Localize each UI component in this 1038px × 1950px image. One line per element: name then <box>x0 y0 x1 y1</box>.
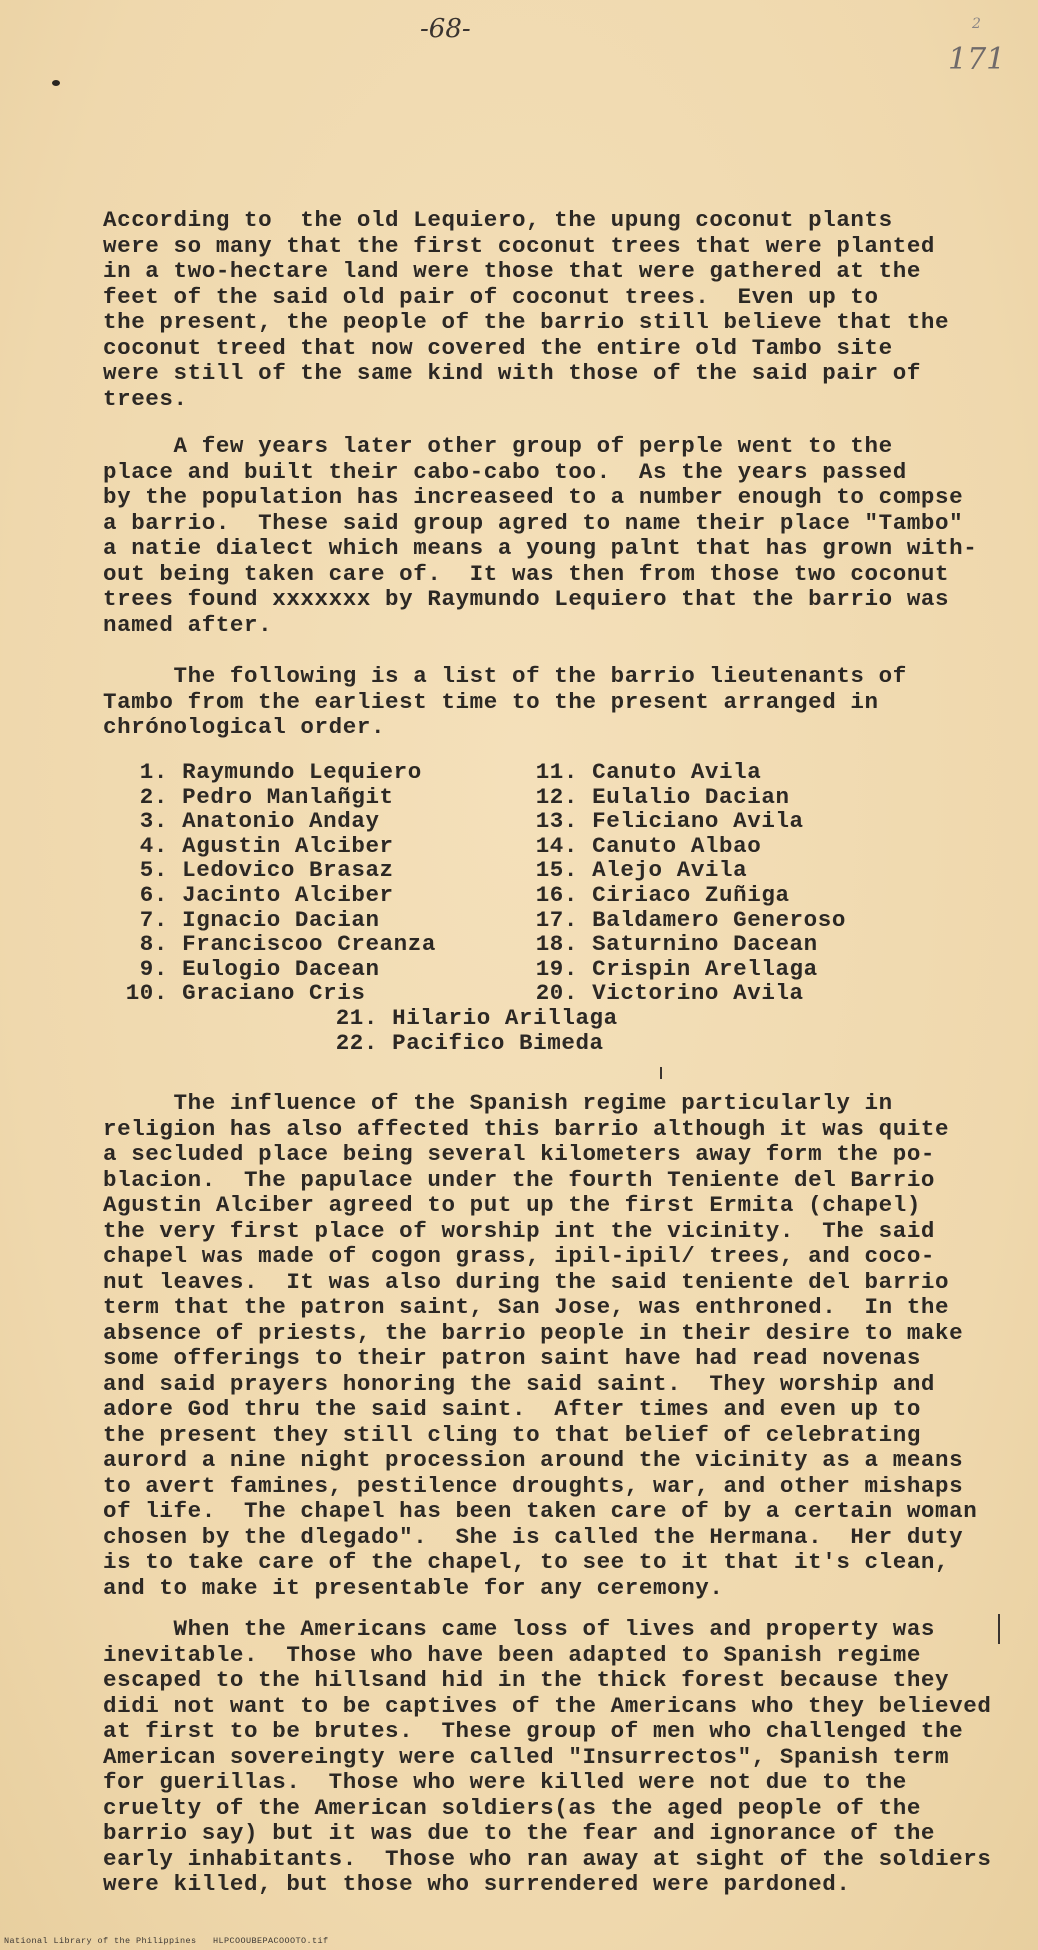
lieutenant-name: Feliciano Avila <box>592 808 804 835</box>
lieutenant-number: 8. <box>139 931 168 958</box>
lieutenant-name: Anatonio Anday <box>182 808 380 835</box>
lieutenant-name: Baldamero Generoso <box>592 906 846 933</box>
lieutenant-entry <box>124 932 436 958</box>
lieutenant-number: 19. <box>535 955 578 982</box>
lieutenant-name: Agustin Alciber <box>182 832 394 859</box>
lieutenant-entry <box>124 981 365 1007</box>
lieutenant-entry <box>534 883 790 909</box>
lieutenant-name: Eulogio Dacean <box>182 955 380 982</box>
lieutenant-entry <box>124 858 394 884</box>
lieutenant-entry <box>124 809 380 835</box>
lieutenant-entry <box>534 809 804 835</box>
lieutenant-entry <box>334 1006 618 1032</box>
lieutenant-number: 7. <box>139 906 168 933</box>
lieutenant-entry <box>534 908 846 934</box>
lieutenant-entry <box>124 834 394 860</box>
lieutenant-entry <box>124 760 422 786</box>
lieutenant-entry <box>124 883 394 909</box>
lieutenant-number: 14. <box>535 832 578 859</box>
paragraph-spanish-influence: The influence of the Spanish regime particularly in religion has also affected this barrio although it was quite a secluded place being several kilometers away form the po- blacion. The papulace under the fourth Teniente del Barrio Agustin Alciber agreed to put up the first Ermita (chapel) the very first place of worship int the vicinity. The said chapel was made of cogon grass, ipil-ipil/ trees, and coco- nut leaves. It was also during the said teniente del barrio term that the patron saint, San Jose, was enthroned. In the absence of priests, the barrio people in their desire to make some offerings to their patron saint have had read novenas and said prayers honoring the said saint. They worship and adore God thru the said saint. After times and even up to the present they still cling to that belief of celebrating aurord a nine night procession around the vicinity as a means to avert famines, pestilence droughts, war, and other mishaps of life. The chapel has been taken care of by a certain woman chosen by the dlegado". She is called the Hermana. Her duty is to take care of the chapel, to see to it that it's clean, and to make it presentable for any ceremony. <box>103 1090 978 1601</box>
lieutenant-name: Eulalio Dacian <box>592 783 790 810</box>
margin-mark <box>998 1614 1000 1644</box>
lieutenant-name: Graciano Cris <box>182 980 366 1007</box>
lieutenant-entry <box>534 785 790 811</box>
lieutenant-name: Canuto Avila <box>592 759 762 785</box>
lieutenant-entry <box>534 858 747 884</box>
lieutenant-name: Hilario Arillaga <box>392 1005 618 1031</box>
lieutenant-number: 11. <box>535 759 578 785</box>
ink-dot <box>52 80 60 86</box>
lieutenant-name: Franciscoo Creanza <box>182 931 436 958</box>
lieutenant-number: 5. <box>139 857 168 884</box>
lieutenant-entry <box>534 981 804 1007</box>
lieutenant-name: Ciriaco Zuñiga <box>592 882 790 908</box>
paragraph-naming-tambo: A few years later other group of perple went to the place and built their cabo-cabo too. As the years passed by the population has increaseed to a number enough to compse a barrio. These said group agred to name their place "Tambo" a natie dialect which means a young palnt that has grown with- out being taken care of. It was then from those two coconut trees found xxxxxxx by Raymundo Lequiero that the barrio was named after. <box>103 433 978 638</box>
footer-source: National Library of the Philippines HLPCOOUBEPACOOOTO.tif <box>4 1936 329 1946</box>
margin-mark-tick <box>660 1067 662 1079</box>
lieutenant-number: 16. <box>535 882 578 908</box>
lieutenant-number: 12. <box>535 783 578 810</box>
lieutenant-name: Ledovico Brasaz <box>182 857 394 884</box>
lieutenant-number: 20. <box>535 980 578 1007</box>
lieutenant-entry <box>534 834 761 860</box>
lieutenant-name: Crispin Arellaga <box>592 955 818 982</box>
lieutenant-entry <box>124 957 380 983</box>
lieutenant-number: 1. <box>139 759 168 785</box>
lieutenant-name: Alejo Avila <box>592 857 748 884</box>
lieutenant-number: 13. <box>535 808 578 835</box>
lieutenant-name: Victorino Avila <box>592 980 804 1007</box>
lieutenant-number: 9. <box>139 955 168 982</box>
lieutenant-number: 18. <box>535 931 578 958</box>
lieutenant-number: 4. <box>139 832 168 859</box>
lieutenant-entry <box>534 932 818 958</box>
lieutenant-entry <box>124 908 380 934</box>
lieutenant-name: Saturnino Dacean <box>592 931 818 958</box>
lieutenant-name: Canuto Albao <box>592 832 762 859</box>
lieutenant-number: 15. <box>535 857 578 884</box>
lieutenant-entry <box>124 785 394 811</box>
paragraph-american-period: When the Americans came loss of lives and property was inevitable. Those who have been adapted to Spanish regime escaped to the hillsand hid in the thick forest because they didi not want to be captives of the Americans who they believed at first to be brutes. These group of men who challenged the American sovereingty were called "Insurrectos", Spanish term for guerillas. Those who were killed were not due to the cruelty of the American soldiers(as the aged people of the barrio say) but it was due to the fear and ignorance of the early inhabitants. Those who ran away at sight of the soldiers were killed, but those who surrendered were pardoned. <box>103 1616 992 1897</box>
folio-mark-small: 2 <box>972 16 981 32</box>
lieutenant-number: 10. <box>125 980 168 1007</box>
lieutenant-name: Raymundo Lequiero <box>182 759 422 785</box>
paragraph-coconut-trees: According to the old Lequiero, the upung coconut plants were so many that the first coconut trees that were planted in a two-hectare land were those that were gathered at the feet of the said old pair of coconut trees. Even up to the present, the people of the barrio still believe that the coconut treed that now covered the entire old Tambo site were still of the same kind with those of the said pair of trees. <box>103 207 950 412</box>
lieutenant-entry <box>534 957 818 983</box>
lieutenant-number: 21. <box>335 1005 378 1031</box>
lieutenant-number: 22. <box>335 1029 378 1056</box>
paragraph-lieutenants-intro: The following is a list of the barrio lieutenants of Tambo from the earliest time to the present arranged in chrónological order. <box>103 663 907 740</box>
lieutenant-number: 17. <box>535 906 578 933</box>
lieutenant-number: 6. <box>139 882 168 908</box>
lieutenant-name: Ignacio Dacian <box>182 906 380 933</box>
lieutenant-name: Pedro Manlañgit <box>182 783 394 810</box>
lieutenant-name: Jacinto Alciber <box>182 882 394 908</box>
page-number: -68- <box>420 14 471 44</box>
folio-number: 171 <box>948 42 1006 77</box>
lieutenant-entry <box>334 1031 604 1057</box>
lieutenant-name: Pacifico Bimeda <box>392 1029 604 1056</box>
lieutenant-number: 2. <box>139 783 168 810</box>
lieutenant-entry <box>534 760 761 786</box>
lieutenant-number: 3. <box>139 808 168 835</box>
